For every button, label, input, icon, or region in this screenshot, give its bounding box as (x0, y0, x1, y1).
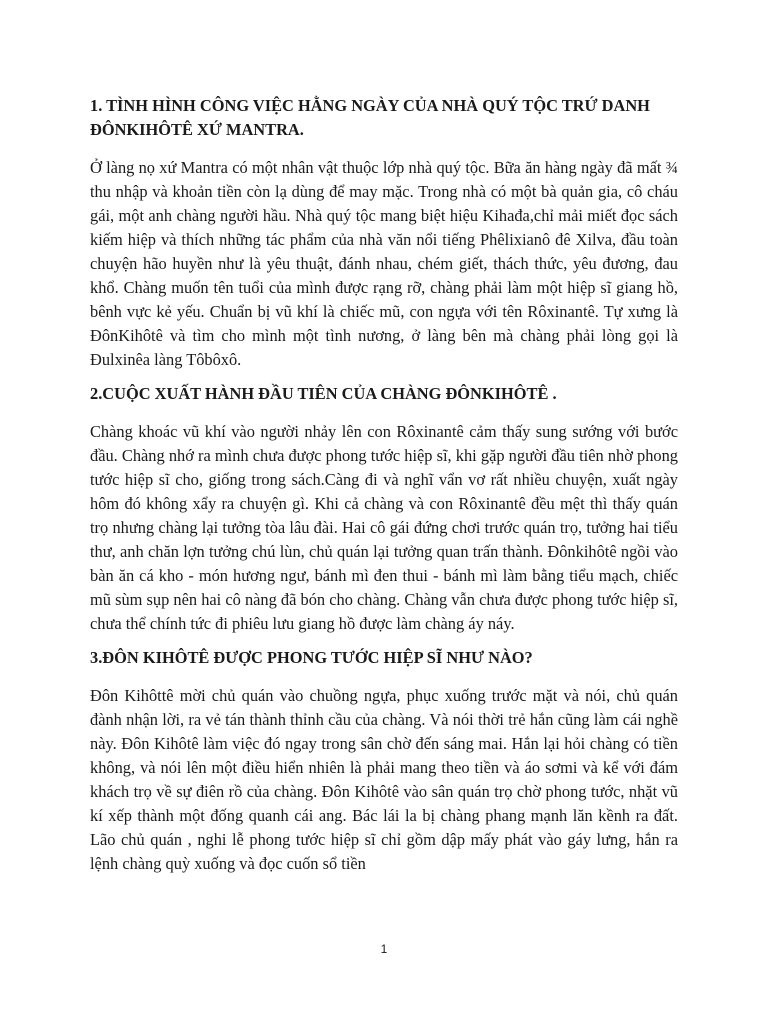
page-number: 1 (380, 942, 388, 956)
section-1-paragraph: Ở làng nọ xứ Mantra có một nhân vật thuộc lớp nhà quý tộc. Bữa ăn hàng ngày đã mất ¾ thu nhập và khoản tiền còn lạ dùng để may mặc. Trong nhà có một bà quản gia, cô cháu gái, một anh chàng người hầu. Nhà quý tộc mang biệt hiệu Kihađa,chỉ mải miết đọc sách kiếm hiệp và thích những tác phẩm của nhà văn nổi tiếng Phêlixianô đê Xilva, đầu toàn chuyện hão huyền như là yêu thuật, đánh nhau, chém giết, thách thức, yêu đương, đau khổ. Chàng muốn tên tuổi của mình được rạng rỡ, chàng phải làm một hiệp sĩ giang hồ, bênh vực kẻ yếu. Chuẩn bị vũ khí là chiếc mũ, con ngựa với tên Rôxinantê. Tự xưng là ĐônKihôtê và tìm cho mình một tình nương, ở làng bên mà chàng phải lòng gọi là Đulxinêa làng Tôbôxô. (90, 158, 678, 369)
section-2-paragraph: Chàng khoác vũ khí vào người nhảy lên con Rôxinantê cảm thấy sung sướng với bước đầu. Chàng nhớ ra mình chưa được phong tước hiệp sĩ, khi gặp người đầu tiên nhờ phong tước hiệp sĩ cho, giống trong sách.Càng đi và nghĩ vẩn vơ rất nhiều chuyện, xuất ngày hôm đó không xẩy ra chuyện gì. Khi cả chàng và con Rôxinantê đều mệt thì thấy quán trọ nhưng chàng lại tưởng tòa lâu đài. Hai cô gái đứng chơi trước quán trọ, tưởng hai tiểu thư, anh chăn lợn tưởng chú lùn, chủ quán lại tưởng quan trấn thành. Đônkihôtê ngồi vào bàn ăn cá kho - món hương ngư, bánh mì đen thui - bánh mì làm bằng tiểu mạch, chiếc mũ sùm sụp nên hai cô nàng đã bón cho chàng. Chàng vẫn chưa được phong tước hiệp sĩ, chưa thể chính tức đi phiêu lưu giang hồ được làm chàng áy náy. (90, 422, 678, 633)
section-1-heading: 1. TÌNH HÌNH CÔNG VIỆC HẰNG NGÀY CỦA NHÀ QUÝ TỘC TRỨ DANH ĐÔNKIHÔTÊ XỨ MANTRA. (90, 96, 650, 139)
document-body (90, 90, 678, 876)
section-3-paragraph: Đôn Kihôttê mời chủ quán vào chuồng ngựa, phục xuống trước mặt và nói, chủ quán đành nhận lời, ra vẻ tán thành thỉnh cầu của chàng. Và nói thời trẻ hắn cũng làm cái nghề này. Đôn Kihôtê làm việc đó ngay trong sân chờ đến sáng mai. Hắn lại hỏi chàng có tiền không, và nói lên một điều hiển nhiên là phải mang theo tiền và áo sơmi và kể với đám khách trọ về sự điên rồ của chàng. Đôn Kihôtê vào sân quán trọ chờ phong tước, nhặt vũ kí xếp thành một đống quanh cái ang. Bác lái la bị chàng phang mạnh lăn kềnh ra đất. Lão chủ quán , nghi lễ phong tước hiệp sĩ chỉ gồm dập mấy phát vào gáy lưng, hắn ra lệnh chàng quỳ xuống và đọc cuốn sổ tiền (90, 686, 678, 873)
section-3-heading: 3.ĐÔN KIHÔTÊ ĐƯỢC PHONG TƯỚC HIỆP SĨ NHƯ NÀO? (90, 648, 533, 667)
section-2-heading: 2.CUỘC XUẤT HÀNH ĐẦU TIÊN CỦA CHÀNG ĐÔNKIHÔTÊ . (90, 384, 557, 403)
